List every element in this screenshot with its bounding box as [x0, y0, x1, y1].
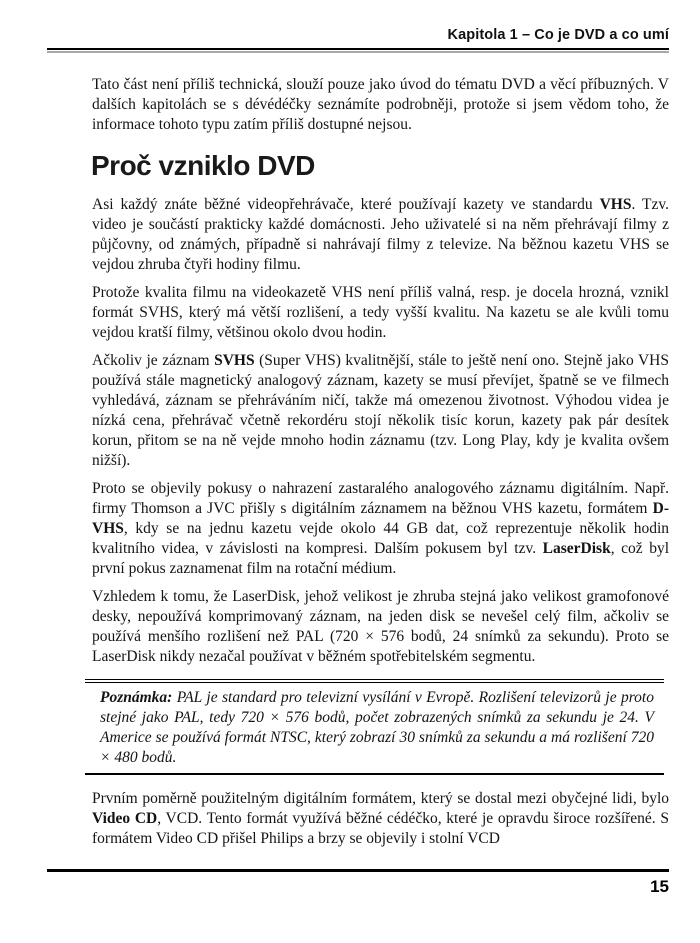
section-heading: Proč vzniklo DVD — [91, 150, 315, 181]
paragraph-svhs-quality: Protože kvalita filmu na videokazetě VHS není příliš valná, resp. je docela hrozná, vznikl formát SVHS, který má větší rozlišení, a tedy vyšší kvalitu. Na kazetu se ale kvůli tomu vejdou kratší filmy, většinou okolo dvou hodin. — [92, 284, 669, 341]
note-box — [85, 679, 664, 775]
paragraph-svhs-analog: Ačkoliv je záznam SVHS (Super VHS) kvalitnější, stále to ještě není ono. Stejně jako VHS používá stále magnetický analogový záznam, kazety se musí převíjet, špatně se ve filmech vyhledává, záznam se přehráváním ničí, takže má omezenou životnost. Výhodou videa je nízká cena, přehrávač včetně rekordéru stojí několik tisíc korun, kazety pak pár desítek korun, přitom se na ně vejde mnoho hodin záznamu (tzv. Long Play, kdy je kvalita ovšem nižší). — [92, 352, 669, 469]
paragraph-digital-attempts: Proto se objevily pokusy o nahrazení zastaralého analogového záznamu digitálním. Např. firmy Thomson a JVC přišly s digitálním záznamem na běžnou VHS kazetu, formátem D-VHS, kdy se na jednu kazetu vejde okolo 44 GB dat, což reprezentuje několik hodin kvalitního videa, v závislosti na kompresi. Dalším pokusem byl tzv. LaserDisk, což byl první pokus zaznamenat film na rotační médium. — [92, 480, 669, 577]
paragraph-laserdisk: Vzhledem k tomu, že LaserDisk, jehož velikost je zhruba stejná jako velikost gramofonové desky, nepoužívá komprimovaný záznam, na jeden disk se nevešel celý film, ačkoliv se používá menšího rozlišení než PAL (720 × 576 bodů, 24 snímků za sekundu). Proto se LaserDisk nikdy nezačal používat v běžném spotřebitelském segmentu. — [92, 588, 669, 665]
intro-paragraph: Tato část není příliš technická, slouží pouze jako úvod do tématu DVD a věcí příbuzných. V dalších kapitolách se s dévédéčky seznámíte podrobněji, protože si jsem vědom toho, že informace tohoto typu zatím příliš dostupné nejsou. — [92, 76, 669, 133]
running-head-rule — [47, 48, 669, 53]
paragraph-vhs: Asi každý znáte běžné videopřehrávače, které používají kazety ve standardu VHS. Tzv. video je součástí prakticky každé domácnosti. Jeho uživatelé si na něm přehrávají filmy z půjčovny, od známých, případně si nahrávají filmy z televize. Na běžnou kazetu VHS se vejdou zhruba čtyři hodiny filmu. — [92, 196, 670, 273]
note-paragraph: Poznámka: PAL je standard pro televizní vysílání v Evropě. Rozlišení televizorů je proto stejné jako PAL, tedy 720 × 576 bodů, počet zobrazených snímků za sekundu je 24. V Americe se používá formát NTSC, který zobrazí 30 snímků za sekundu a má rozlišení 720 × 480 bodů. — [100, 689, 654, 766]
page-body — [92, 75, 669, 849]
footer-rule — [47, 869, 669, 872]
page-number: 15 — [650, 877, 669, 896]
paragraph-video-cd: Prvním poměrně použitelným digitálním formátem, který se dostal mezi obyčejné lidi, bylo Video CD, VCD. Tento formát využívá běžné cédéčko, které je opravdu široce rozšířené. S formátem Video CD přišel Philips a brzy se objevily i stolní VCD — [92, 790, 669, 847]
running-head-chapter-title: Kapitola 1 – Co je DVD a co umí — [447, 27, 669, 43]
